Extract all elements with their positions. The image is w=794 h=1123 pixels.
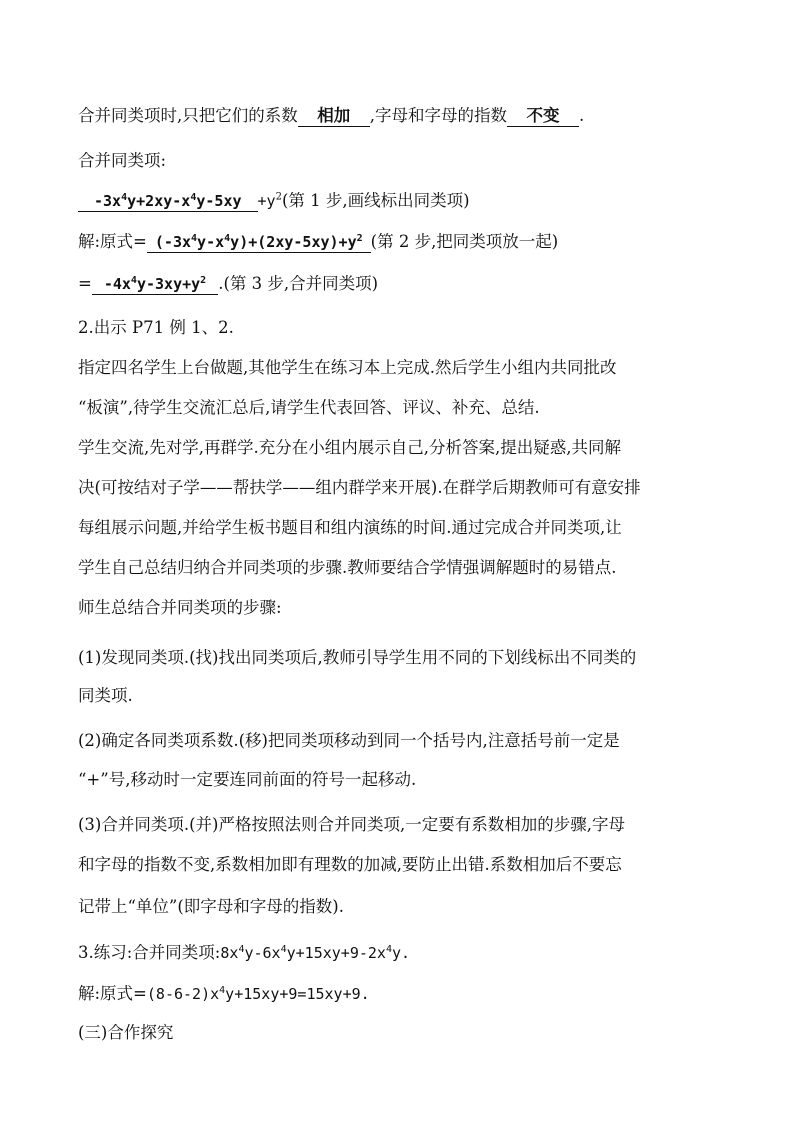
example-expression-step1: $-3x^4y+2xy-x^4y-5xy +y^2$(第 1 步,画线标出同类项) xyxy=(78,189,734,213)
practice-expression: $8x^4y-6x^4y+15xy+9-2x^4y$. xyxy=(220,944,411,962)
step-2-line: (2)确定各同类项系数.(移)把同类项移动到同一个括号内,注意括号前一定是 xyxy=(78,731,620,750)
solution-step3 xyxy=(78,272,734,296)
text-segment: 解:原式= xyxy=(78,984,147,1003)
paragraph-line: 指定四名学生上台做题,其他学生在练习本上完成.然后学生小组内共同批改 xyxy=(78,358,617,377)
text-segment: = xyxy=(78,274,92,293)
paragraph-line: “板演”,待学生交流汇总后,请学生代表回答、评议、补充、总结. xyxy=(78,398,540,417)
text-segment: 解:原式= xyxy=(78,232,147,251)
section-heading-cooperative-inquiry: (三)合作探究 xyxy=(78,1023,174,1042)
underlined-expression: $-3x^4y+2xy-x^4y-5xy$ xyxy=(78,191,258,212)
solution-step2 xyxy=(78,230,734,254)
step-note: (第 1 步,画线标出同类项) xyxy=(281,191,470,210)
fill-blank-answer: 相加 xyxy=(298,106,370,127)
step-3-line: (3)合并同类项.(并)严格按照法则合并同类项,一定要有系数相加的步骤,字母 xyxy=(78,815,625,834)
paragraph-line: 学生自己总结归纳合并同类项的步骤.教师要结合学情强调解题时的易错点. xyxy=(78,558,617,577)
paragraph-line: “+”号,移动时一定要连同前面的符号一起移动. xyxy=(78,770,417,789)
step-note: (第 2 步,把同类项放一起) xyxy=(370,232,559,251)
text-segment: ,字母和字母的指数 xyxy=(369,106,507,125)
paragraph-steps-heading: 师生总结合并同类项的步骤: xyxy=(78,598,282,617)
heading-merge-like-terms: 合并同类项: xyxy=(78,151,167,170)
paragraph-line: 同类项. xyxy=(78,686,133,705)
underlined-expression: $(-3x^4y-x^4y)+(2xy-5xy)+y^2$ xyxy=(147,232,371,253)
paragraph-line: 记带上“单位”(即字母和字母的指数). xyxy=(78,897,344,916)
paragraph-show-examples: 2.出示 P71 例 1、2. xyxy=(78,318,234,337)
paragraph-line: 和字母的指数不变,系数相加即有理数的加减,要防止出错.系数相加后不要忘 xyxy=(78,855,622,874)
step-note: .(第 3 步,合并同类项) xyxy=(218,274,379,293)
paragraph-line: 学生交流,先对学,再群学.充分在小组内展示自己,分析答案,提出疑惑,共同解 xyxy=(78,438,621,457)
paragraph-line: 每组展示问题,并给学生板书题目和组内演练的时间.通过完成合并同类项,让 xyxy=(78,518,622,537)
paragraph-like-terms-rule xyxy=(78,104,734,128)
underlined-expression: $-4x^4y-3xy+y^2$ xyxy=(92,274,218,295)
practice-solution xyxy=(78,982,734,1006)
step-1-line: (1)发现同类项.(找)找出同类项后,教师引导学生用不同的下划线标出不同类的 xyxy=(78,648,637,667)
text-segment: 3.练习:合并同类项: xyxy=(78,943,221,962)
fill-blank-answer: 不变 xyxy=(507,106,579,127)
paragraph-line: 决(可按结对子学——帮扶学——组内群学来开展).在群学后期教师可有意安排 xyxy=(78,478,641,497)
text-segment: 合并同类项时,只把它们的系数 xyxy=(78,106,298,125)
solution-expression: $(8-6-2)x^4y+15xy+9=15xy+9$. xyxy=(146,985,370,1003)
text-segment: . xyxy=(579,106,585,125)
practice-problem xyxy=(78,941,734,965)
